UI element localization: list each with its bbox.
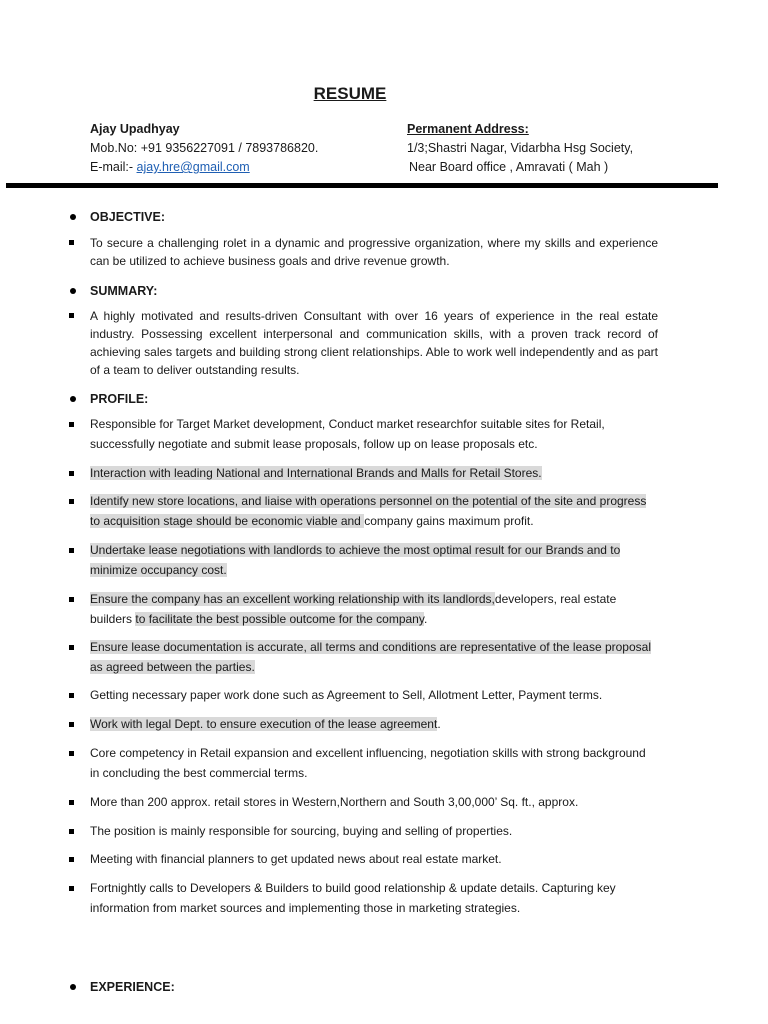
section-summary-heading <box>70 284 157 298</box>
square-bullet-icon <box>69 471 74 476</box>
section-heading-text: SUMMARY: <box>90 284 158 298</box>
address-heading: Permanent Address: <box>407 122 529 136</box>
square-bullet-icon <box>69 645 74 650</box>
address-line-2: Near Board office , Amravati ( Mah ) <box>409 160 609 174</box>
section-experience-heading <box>70 980 175 994</box>
summary-text: A highly motivated and results-driven Consultant with over 16 years of experience in the real estate industry. Possessing excellent interpersonal and communication skills, with a proven track record of achieving sales targets and building strong client relationships. Able to work well independently and as part of a team to deliver outstanding results. <box>90 309 658 377</box>
profile-item: Fortnightly calls to Developers & Builders to build good relationship & update details. Capturing key information from market sources and implementing those in marketing strategies. <box>90 881 616 915</box>
section-profile-heading <box>70 392 148 406</box>
square-bullet-icon <box>69 751 74 756</box>
section-objective-heading <box>70 210 165 224</box>
profile-item: Ensure the company has an excellent working relationship with its landlords,developers, real estate builders to facilitate the best possible outcome for the company. <box>90 592 617 626</box>
email-line <box>90 158 318 177</box>
square-bullet-icon <box>69 800 74 805</box>
profile-item: Meeting with financial planners to get updated news about real estate market. <box>90 852 502 866</box>
email-link[interactable]: ajay.hre@gmail.com <box>136 160 250 174</box>
square-bullet-icon <box>69 597 74 602</box>
profile-item: Identify new store locations, and liaise with operations personnel on the potential of the site and progress to acquisition stage should be economic viable and company gains maximum profit. <box>90 494 647 528</box>
square-bullet-icon <box>69 422 74 427</box>
square-bullet-icon <box>69 499 74 504</box>
section-heading-text: EXPERIENCE: <box>90 980 175 994</box>
square-bullet-icon <box>69 693 74 698</box>
address-block <box>407 120 633 177</box>
square-bullet-icon <box>69 829 74 834</box>
header-divider <box>6 183 718 188</box>
section-heading-text: PROFILE: <box>90 392 149 406</box>
profile-item: Work with legal Dept. to ensure execution of the lease agreement. <box>90 717 441 731</box>
candidate-name: Ajay Upadhyay <box>90 122 180 136</box>
objective-text: To secure a challenging rolet in a dynamic and progressive organization, where my skills and experience can be utilized to achieve business goals and drive revenue growth. <box>90 236 658 268</box>
profile-item: The position is mainly responsible for sourcing, buying and selling of properties. <box>90 824 513 838</box>
mobile-number: Mob.No: +91 9356227091 / 7893786820. <box>90 141 319 155</box>
square-bullet-icon <box>69 886 74 891</box>
bullet-icon <box>70 288 76 294</box>
square-bullet-icon <box>69 313 74 318</box>
profile-item: Responsible for Target Market development, Conduct market researchfor suitable sites for Retail, successfully negotiate and submit lease proposals, follow up on lease proposals etc. <box>90 417 605 451</box>
square-bullet-icon <box>69 857 74 862</box>
profile-item: Core competency in Retail expansion and excellent influencing, negotiation skills with strong background in concluding the best commercial terms. <box>90 746 646 780</box>
profile-item: Getting necessary paper work done such as Agreement to Sell, Allotment Letter, Payment terms. <box>90 688 603 702</box>
contact-block <box>90 120 318 177</box>
square-bullet-icon <box>69 240 74 245</box>
square-bullet-icon <box>69 548 74 553</box>
bullet-icon <box>70 214 76 220</box>
profile-item: Ensure lease documentation is accurate, all terms and conditions are representative of the lease proposal as agreed between the parties. <box>90 640 651 674</box>
profile-item: Undertake lease negotiations with landlords to achieve the most optimal result for our Brands and to minimize occupancy cost. <box>90 543 621 577</box>
bullet-icon <box>70 984 76 990</box>
profile-item: More than 200 approx. retail stores in Western,Northern and South 3,00,000’ Sq. ft., approx. <box>90 795 579 809</box>
bullet-icon <box>70 396 76 402</box>
address-line-1: 1/3;Shastri Nagar, Vidarbha Hsg Society, <box>407 141 634 155</box>
profile-item: Interaction with leading National and International Brands and Malls for Retail Stores. <box>90 466 542 480</box>
email-label: E-mail:- <box>90 160 137 174</box>
page-title: RESUME <box>313 84 387 103</box>
section-heading-text: OBJECTIVE: <box>90 210 166 224</box>
square-bullet-icon <box>69 722 74 727</box>
